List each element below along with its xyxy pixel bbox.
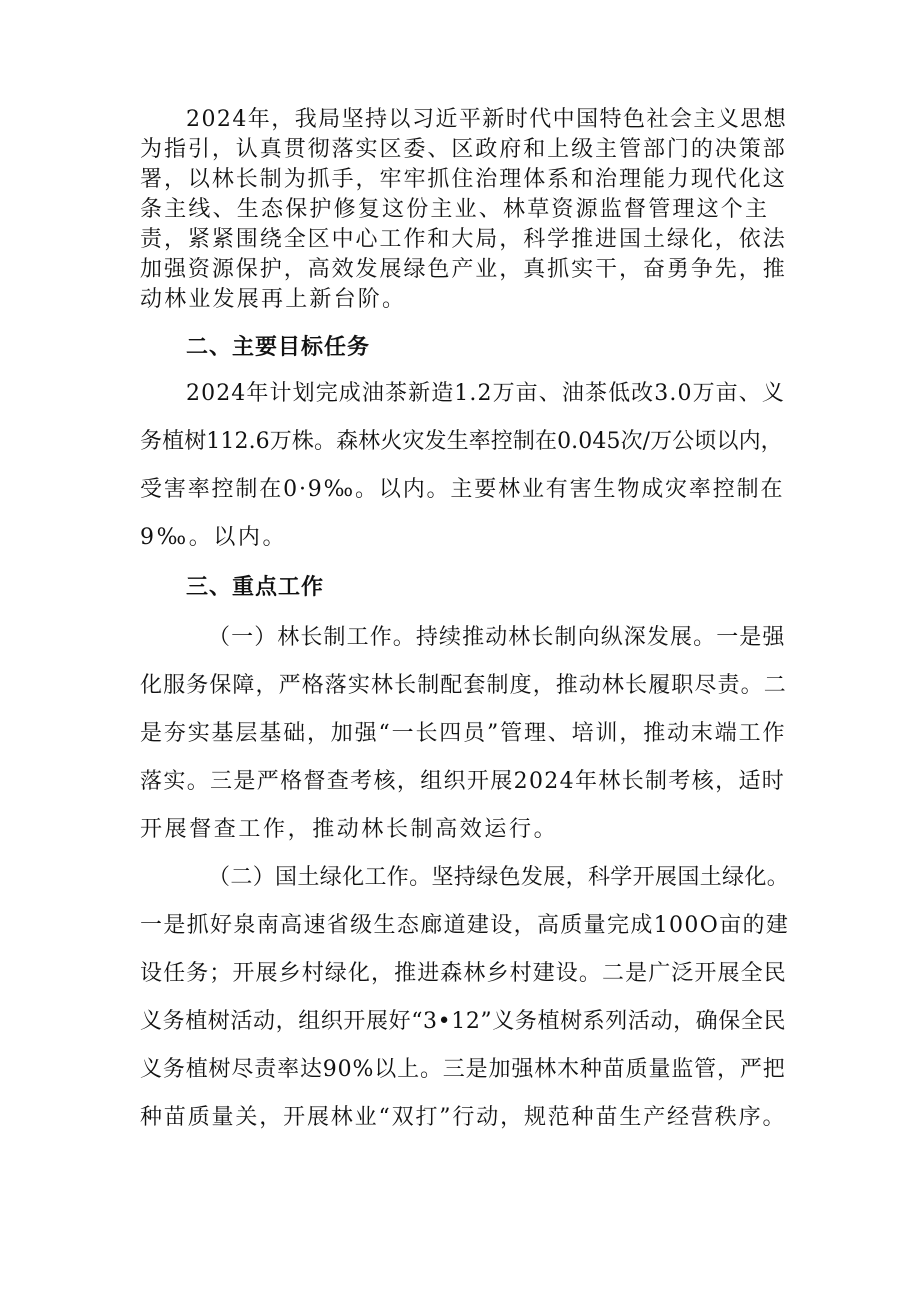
intro-line: 为指引，认真贯彻落实区委、区政府和上级主管部门的决策部 [140, 137, 787, 162]
intro-line: 2024年，我局坚持以习近平新时代中国特色社会主义思想 [186, 107, 788, 132]
targets-line: 务植树112.6万株。森林火灾发生率控制在0.045次/万公顷以内， [140, 429, 783, 454]
section-heading-key-work: 三、重点工作 [186, 575, 325, 600]
key-work-line: 开展督查工作，推动林长制高效运行。 [140, 817, 559, 842]
key-work-line: （一）林长制工作。持续推动林长制向纵深发展。一是强 [208, 625, 786, 650]
greening-line: （二）国土绿化工作。坚持绿色发展，科学开展国土绿化。 [208, 865, 790, 890]
intro-line: 署，以林长制为抓手，牢牢抓住治理体系和治理能力现代化这 [140, 167, 787, 192]
intro-line: 动林业发展再上新台阶。 [140, 287, 407, 312]
intro-line: 加强资源保护，高效发展绿色产业，真抓实干，奋勇争先，推 [140, 257, 787, 282]
targets-line: 受害率控制在0·9‰。以内。主要林业有害生物成灾率控制在 [140, 477, 785, 502]
key-work-line: 化服务保障，严格落实林长制配套制度，推动林长履职尽责。二 [140, 673, 787, 698]
targets-line: 2024年计划完成油茶新造1.2万亩、油茶低改3.0万亩、义 [186, 381, 785, 406]
greening-line: 种苗质量关，开展林业“双打”行动，规范种苗生产经营秩序。 [140, 1105, 787, 1130]
greening-line: 义务植树活动，组织开展好“3•12”义务植树系列活动，确保全民 [140, 1009, 787, 1034]
key-work-line: 落实。三是严格督查考核，组织开展2024年林长制考核，适时 [140, 769, 786, 794]
greening-line: 设任务；开展乡村绿化，推进森林乡村建设。二是广泛开展全民 [140, 961, 787, 986]
section-heading-main-targets: 二、主要目标任务 [186, 335, 371, 360]
greening-line: 一是抓好泉南高速省级生态廊道建设，高质量完成100O亩的建 [140, 913, 790, 938]
key-work-line: 是夯实基层基础，加强“一长四员”管理、培训，推动末端工作 [140, 721, 787, 746]
intro-line: 责，紧紧围绕全区中心工作和大局，科学推进国土绿化，依法 [140, 227, 787, 252]
greening-line: 义务植树尽责率达90%以上。三是加强林木种苗质量监管，严把 [140, 1057, 786, 1082]
targets-line: 9‰。以内。 [140, 525, 288, 550]
intro-line: 条主线、生态保护修复这份主业、林草资源监督管理这个主 [140, 197, 770, 222]
